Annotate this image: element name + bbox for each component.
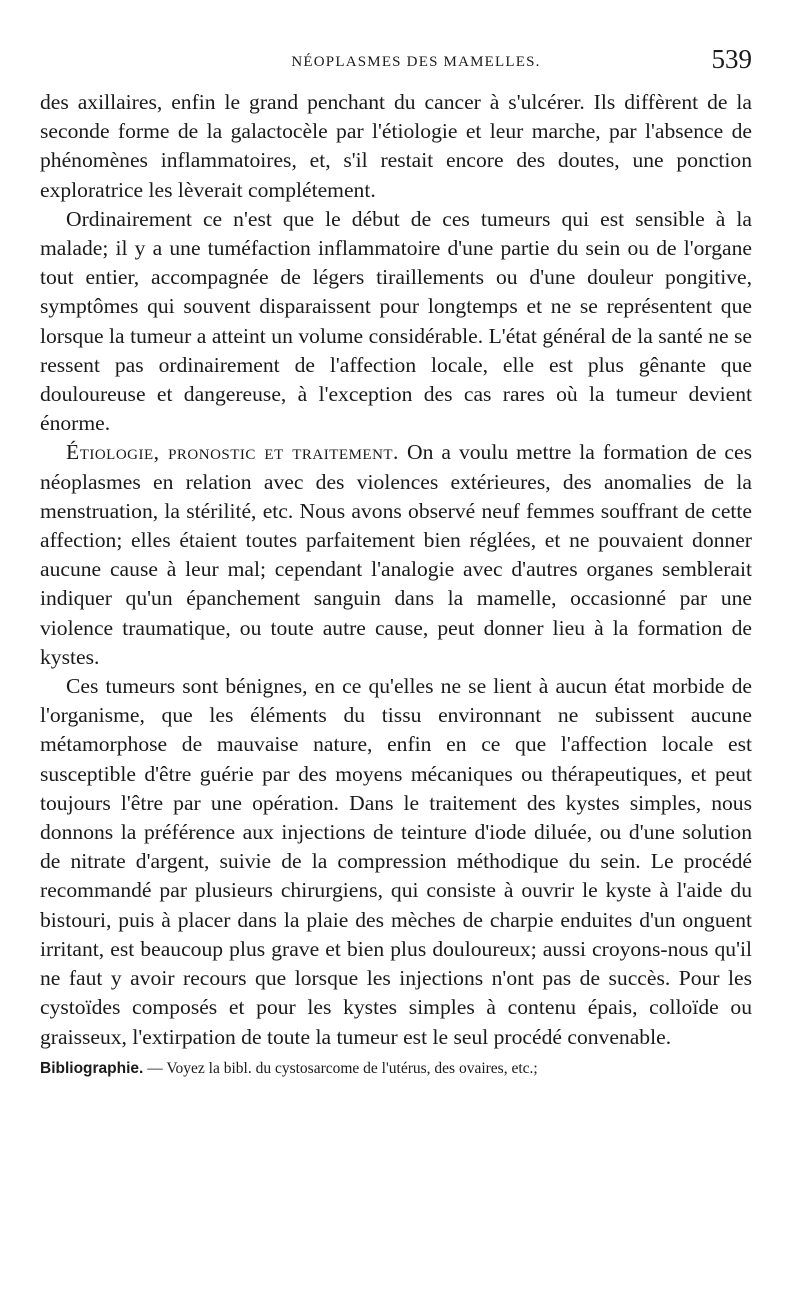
page-number: 539 xyxy=(711,44,752,74)
paragraph-text: des axillaires, enfin le grand penchant du cancer à s'ulcérer. Ils diffèrent de la seconde forme de la galactocèle par l'étiologie et leur marche, par l'absence de phénomènes inflammatoires, et, s'il restait encore des doutes, une ponction exploratrice les lèverait complétement. xyxy=(40,90,752,202)
bibliography-text: — Voyez la bibl. du cystosarcome de l'utérus, des ovaires, etc.; xyxy=(143,1059,538,1077)
bibliography-note xyxy=(40,1058,752,1080)
paragraph-1 xyxy=(40,88,752,205)
paragraph-text: Ordinairement ce n'est que le début de ces tumeurs qui est sensible à la malade; il y a une tuméfaction inflammatoire d'une partie du sein ou de l'organe tout entier, accompagnée de légers tiraillements ou d'une douleur pongitive, symptômes qui souvent disparaissent pour longtemps et ne se représentent que lorsque la tumeur a atteint un volume considérable. L'état général de la santé ne se ressent pas ordinairement de l'affection locale, elle est plus gênante que douloureuse et dangereuse, à l'exception des cas rares où la tumeur devient énorme. xyxy=(40,206,752,436)
section-heading: Étiologie, pronostic et traitement. xyxy=(66,440,399,465)
running-head: NÉOPLASMES DES MAMELLES. xyxy=(291,54,541,70)
paragraph-3 xyxy=(40,438,752,672)
paragraph-text: Ces tumeurs sont bénignes, en ce qu'elles ne se lient à aucun état morbide de l'organisme, que les éléments du tissu environnant ne subissent aucune métamorphose de mauvaise nature, enfin en ce que l'affection locale est susceptible d'être guérie par des moyens mécaniques ou thérapeutiques, et peut toujours l'être par une opération. Dans le traitement des kystes simples, nous donnons la préférence aux injections de teinture d'iode diluée, ou d'une solution de nitrate d'argent, suivie de la compression méthodique du sein. Le procédé recommandé par plusieurs chirurgiens, qui consiste à ouvrir le kyste à l'aide du bistouri, puis à placer dans la plaie des mèches de charpie enduites d'un onguent irritant, est beaucoup plus grave et bien plus douloureux; aussi croyons-nous qu'il ne faut y avoir recours que lorsque les injections n'ont pas de succès. Pour les cystoïdes composés et pour les kystes simples à contenu épais, colloïde ou graisseux, l'extirpation de toute la tumeur est le seul procédé convenable. xyxy=(40,674,752,1049)
paragraph-2 xyxy=(40,205,752,439)
paragraph-text: On a voulu mettre la formation de ces néoplasmes en relation avec des violences extérieures, des anomalies de la menstruation, la stérilité, etc. Nous avons observé neuf femmes souffrant de cette affection; elles étaient toutes parfaitement bien réglées, et ne pouvaient donner aucune cause à leur mal; cependant l'analogie avec d'autres organes semblerait indiquer qu'un épanchement sanguin dans la mamelle, occasionné par une violence traumatique, ou toute autre cause, peut donner lieu à la formation de kystes. xyxy=(40,440,752,669)
bibliography-label: Bibliographie. xyxy=(40,1059,144,1077)
paragraph-4 xyxy=(40,672,752,1052)
body-text xyxy=(40,88,752,1052)
page-header xyxy=(40,44,752,84)
